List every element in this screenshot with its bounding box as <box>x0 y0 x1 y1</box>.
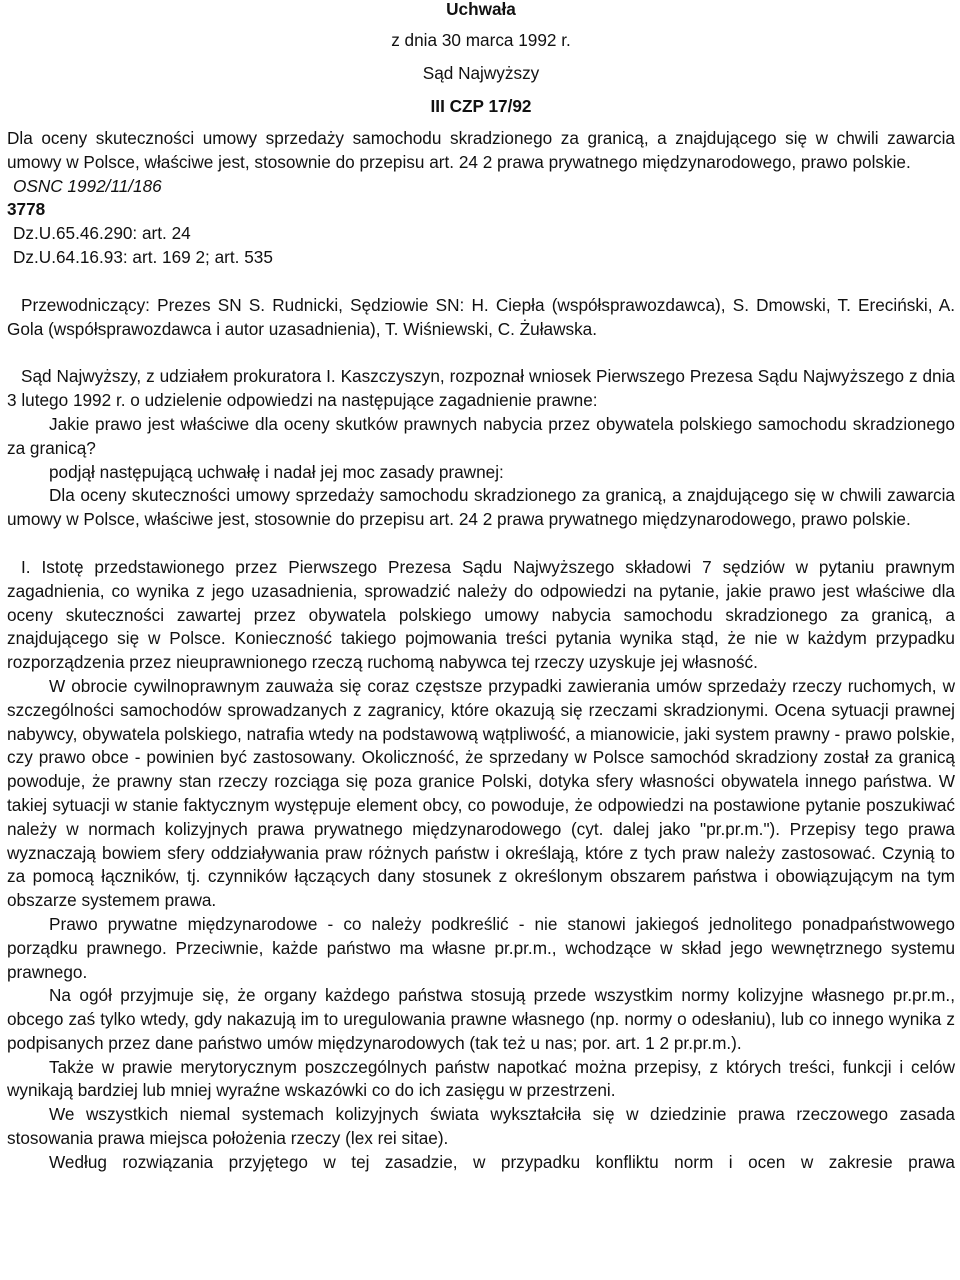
spacer <box>7 532 955 556</box>
spacer <box>7 270 955 294</box>
justification-paragraph: Prawo prywatne międzynarodowe - co należy podkreślić - nie stanowi jakiegoś jednolitego ponadpaństwowego porządku prawnego. Przeciwnie, każde państwo ma własne pr.pr.m., wchodzące w skład jego wewnętrznego systemu prawnego. <box>7 913 955 982</box>
justification-paragraph: Także w prawie merytorycznym poszczególnych państw napotkać można przepisy, z których treści, funkcji i celów wynikają bardziej lub mniej wyraźne wskazówki co do ich zasięgu w przestrzeni. <box>7 1056 955 1101</box>
publication-reference: OSNC 1992/11/186 <box>13 175 162 196</box>
court-composition: Przewodniczący: Prezes SN S. Rudnicki, Sędziowie SN: H. Ciepła (współsprawozdawca), S. Dmowski, T. Ereciński, A. Gola (współsprawozdawca i autor uzasadnienia), T. Wiśniewski, C. Żuławska. <box>7 294 955 339</box>
resolution-lead: podjął następującą uchwałę i nadał jej moc zasady prawnej: <box>49 461 504 482</box>
document-title: Uchwała <box>446 0 516 19</box>
resolution-text: Dla oceny skuteczności umowy sprzedaży samochodu skradzionego za granicą, a znajdującego się w chwili zawarcia umowy w Polsce, właściwe jest, stosownie do przepisu art. 24 2 prawa prywatnego międzynarodowego, prawo polskie. <box>7 485 955 530</box>
document-page <box>7 0 955 1175</box>
document-number: 3778 <box>7 199 46 220</box>
justification-paragraph: W obrocie cywilnoprawnym zauważa się coraz częstsze przypadki zawierania umów sprzedaży rzeczy ruchomych, w szczególności samochodów sprowadzanych z zagranicy, które okazują się rzeczami skradzionymi. Ocena sytuacji prawnej nabywcy, obywatela polskiego, natrafia wtedy na podstawową wątpliwość, a mianowicie, jaki system prawny - prawo polskie, czy prawo obce - powinien być zastosowany. Okoliczność, że sprzedany w Polsce samochód skradziony został za granicą powoduje, że prawny stan rzeczy rozciąga się poza granice Polski, dotyka sfery własności obywatela innego państwa. W takiej sytuacji w stanie faktycznym występuje element obcy, co powoduje, że odpowiedzi na postawione pytanie poszukiwać należy w normach kolizyjnych prawa prywatnego międzynarodowego (cyt. dalej jako "pr.pr.m."). Przepisy tego prawa wyznaczają bowiem sfery oddziaływania praw różnych państw i określają, które z tych praw należy zastosować. Czynią to za pomocą łączników, tj. czynników łączących dany stosunek z określonym obszarem państwa i obowiązującym na tym obszarze systemem prawa. <box>7 675 955 911</box>
court-name: Sąd Najwyższy <box>422 63 540 83</box>
resolution-date: z dnia 30 marca 1992 r. <box>391 30 571 50</box>
justification-paragraph: Według rozwiązania przyjętego w tej zasadzie, w przypadku konfliktu norm i ocen w zakresie prawa <box>49 1151 955 1172</box>
intro-paragraph: Sąd Najwyższy, z udziałem prokuratora I. Kaszczyszyn, rozpoznał wniosek Pierwszego Prezesa Sądu Najwyższego z dnia 3 lutego 1992 r. o udzielenie odpowiedzi na następujące zagadnienie prawne: <box>7 366 955 411</box>
justification-paragraph: I. Istotę przedstawionego przez Pierwszego Prezesa Sądu Najwyższego składowi 7 sędziów w pytaniu prawnym zagadnienia, co wynika z jego uzasadnienia, sprowadzić należy do odpowiedzi na pytanie, jakie prawo jest właściwe dla oceny skuteczności zawartej przez obywatela polskiego umowy nabycia samochodu skradzionego za granicą, a znajdującego się w Polsce. Konieczność takiego pojmowania treści pytania wynika stąd, że nie w każdym przypadku rozporządzenia przez nieuprawnionego rzeczą ruchomą nabywca tej rzeczy uzyskuje jej własność. <box>7 556 955 673</box>
legal-reference: Dz.U.64.16.93: art. 169 2; art. 535 <box>13 246 273 267</box>
legal-reference: Dz.U.65.46.290: art. 24 <box>13 223 191 244</box>
thesis-paragraph: Dla oceny skuteczności umowy sprzedaży samochodu skradzionego za granicą, a znajdującego się w chwili zawarcia umowy w Polsce, właściwe jest, stosownie do przepisu art. 24 2 prawa prywatnego międzynarodowego, prawo polskie. <box>7 128 955 172</box>
justification-paragraph: We wszystkich niemal systemach kolizyjnych świata wykształciła się w dziedzinie prawa rzeczowego zasada stosowania prawa miejsca położenia rzeczy (lex rei sitae). <box>7 1104 955 1149</box>
spacer <box>7 341 955 365</box>
legal-question: Jakie prawo jest właściwe dla oceny skutków prawnych nabycia przez obywatela polskiego samochodu skradzionego za granicą? <box>7 413 955 458</box>
justification-paragraph: Na ogół przyjmuje się, że organy każdego państwa stosują przede wszystkim normy kolizyjne własnego pr.pr.m., obcego zaś tylko wtedy, gdy nakazują im to uregulowania prawne własnego (np. normy o odesłaniu), lub co innego wynika z podpisanych przez dane państwo umów międzynarodowych (tak też u nas; por. art. 1 2 pr.pr.m.). <box>7 985 955 1053</box>
case-signature: III CZP 17/92 <box>430 96 532 116</box>
